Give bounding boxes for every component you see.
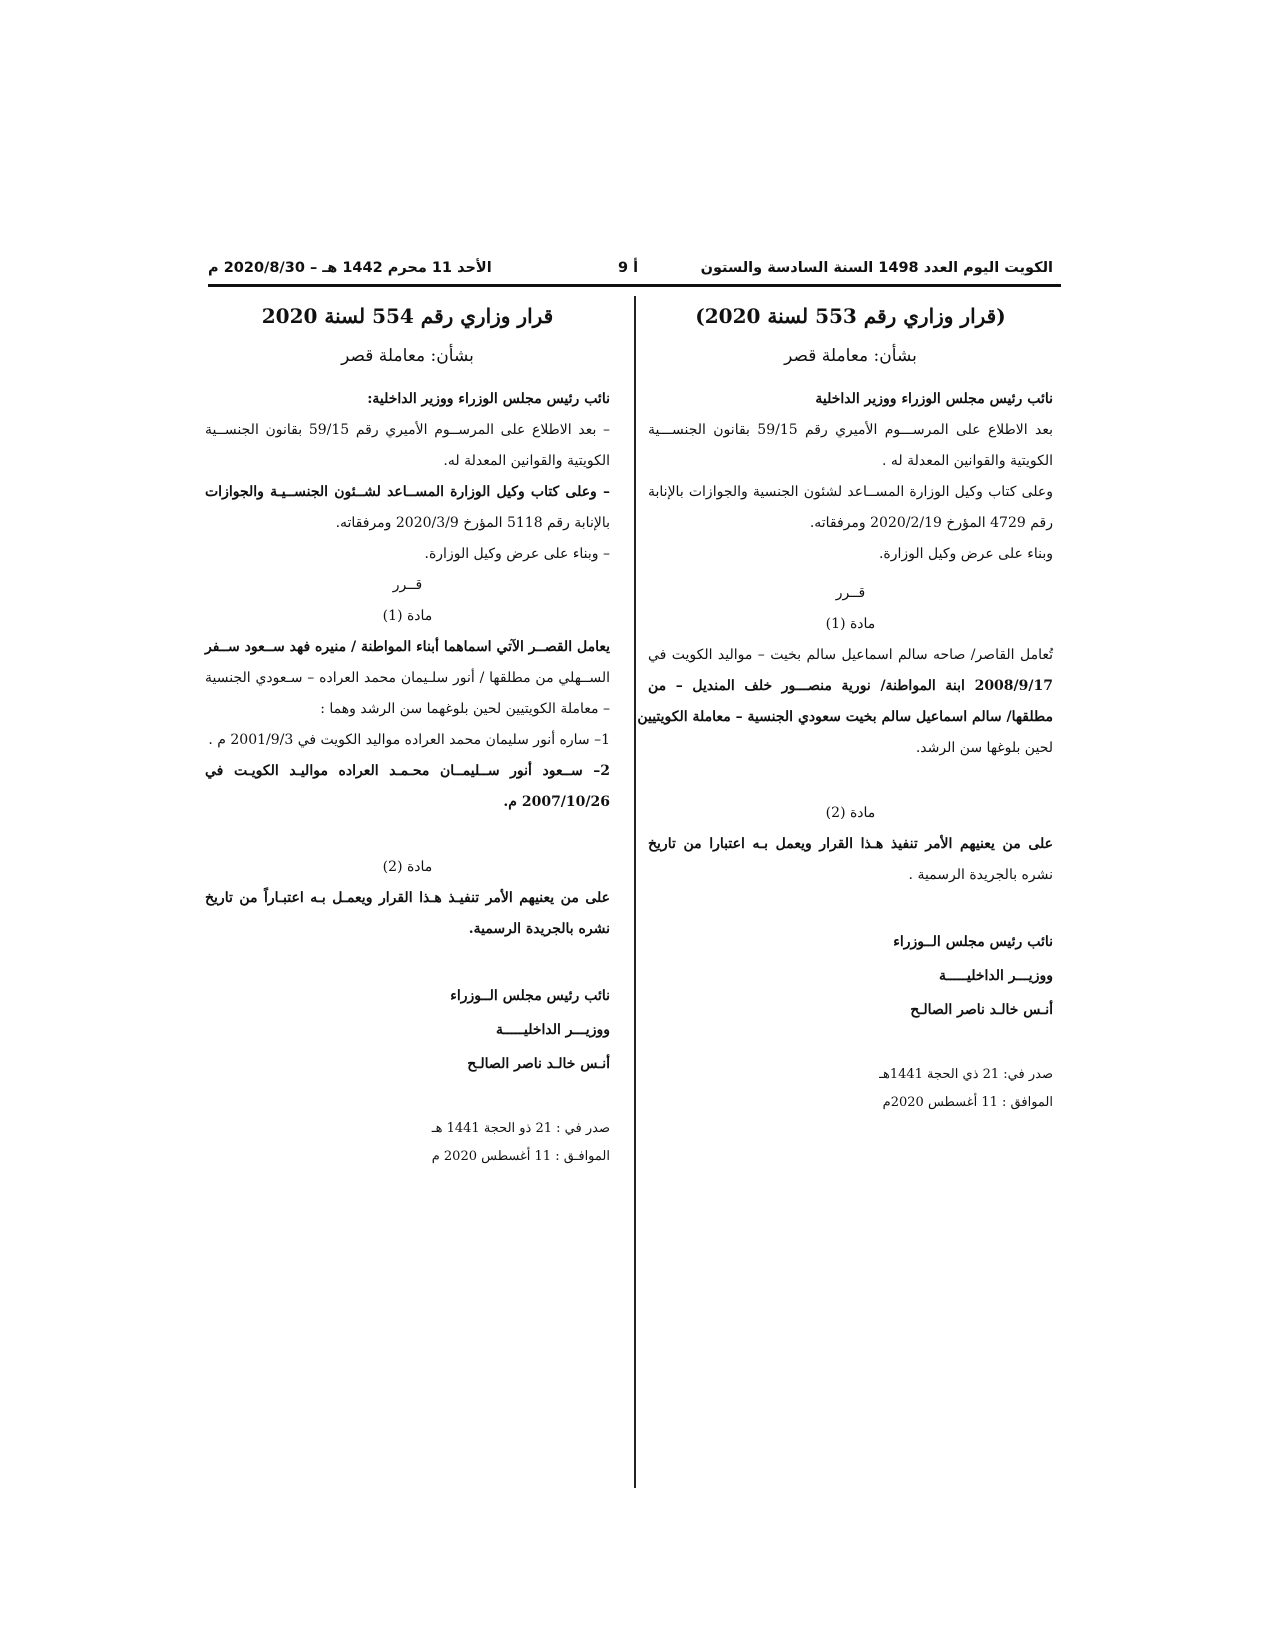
article-1-text: 2007/10/26 م. xyxy=(503,794,610,810)
article-2-text: نشره بالجريدة الرسمية. xyxy=(468,921,610,937)
article-1-text: تُعامل القاصر/ صاحه سالم اسماعيل سالم بخيت – مواليد الكويت في xyxy=(648,647,1053,663)
issue-date-gregorian: الموافـق : 11 أغسطس 2020 م xyxy=(431,1149,610,1164)
article-1-text: 2008/9/17 ابنة المواطنة/ نورية منصـــور خلف المنديل – من xyxy=(648,678,1053,694)
article-2-heading: مادة (2) xyxy=(825,805,876,821)
preamble-line: بعد الاطلاع على المرســـوم الأميري رقم 59/15 بقانون الجنســـية xyxy=(648,422,1054,438)
article-1-text: لحين بلوغها سن الرشد. xyxy=(915,740,1053,756)
header-rule xyxy=(208,284,1061,287)
decided-heading: قــرر xyxy=(835,585,866,601)
preamble-line: – وبناء على عرض وكيل الوزارة. xyxy=(424,546,610,562)
gazette-issue-info: الكويت اليوم العدد 1498 السنة السادسة والستون xyxy=(700,260,1053,276)
article-1-text: 1– ساره أنور سليمان محمد العراده مواليد الكويت في 2001/9/3 م . xyxy=(208,732,610,748)
article-1-text: مطلقها/ سالم اسماعيل سالم بخيت سعودي الجنسية – معاملة الكويتيين xyxy=(637,709,1053,725)
article-1-heading: مادة (1) xyxy=(382,608,433,624)
preamble-line: رقم 4729 المؤرخ 2020/2/19 ومرفقاته. xyxy=(809,515,1053,531)
column-divider xyxy=(634,296,636,1488)
signatory-title: نائب رئيس مجلس الــوزراء xyxy=(450,988,610,1004)
article-1-text: الســهلي من مطلقها / أنور سلـيمان محمد العراده – سـعودي الجنسية xyxy=(205,670,610,686)
preamble-line: – بعد الاطلاع على المرســوم الأميري رقم 59/15 بقانون الجنســية xyxy=(205,422,610,438)
article-1-heading: مادة (1) xyxy=(825,616,876,632)
issue-date: الأحد 11 محرم 1442 هـ – 2020/8/30 م xyxy=(208,260,492,276)
signatory-title: ووزيـــر الداخليـــــة xyxy=(938,968,1053,984)
article-2-text: على من يعنيهم الأمر تنفيـذ هـذا القرار ويعمـل بـه اعتبـاراً من تاريخ xyxy=(205,890,610,906)
article-2-text: على من يعنيهم الأمر تنفيذ هـذا القرار ويعمل بـه اعتبارا من تاريخ xyxy=(648,836,1053,852)
issuer-line: نائب رئيس مجلس الوزراء ووزير الداخلية: xyxy=(367,391,610,407)
decree-title: (قرار وزاري رقم 553 لسنة 2020) xyxy=(695,304,1006,328)
signatory-title: نائب رئيس مجلس الــوزراء xyxy=(893,934,1053,950)
preamble-line: وبناء على عرض وكيل الوزارة. xyxy=(878,546,1053,562)
decided-heading: قــرر xyxy=(392,577,423,593)
preamble-line: بالإنابة رقم 5118 المؤرخ 2020/3/9 ومرفقاته. xyxy=(335,515,610,531)
signatory-name: أنـس خالـد ناصر الصالـح xyxy=(910,1002,1053,1018)
decree-subject: بشأن: معاملة قصر xyxy=(341,346,474,366)
preamble-line: – وعلى كتاب وكيل الوزارة المســاعد لشــئون الجنســيـة والجوازات xyxy=(205,484,610,500)
issuer-line: نائب رئيس مجلس الوزراء ووزير الداخلية xyxy=(815,391,1053,407)
page-number: أ 9 xyxy=(618,260,639,276)
decree-title: قرار وزاري رقم 554 لسنة 2020 xyxy=(261,304,554,328)
article-1-text: يعامل القصــر الآتي اسماهما أبناء المواطنة / منيره فهد ســعود ســفر xyxy=(205,639,610,655)
signatory-title: ووزيـــر الداخليـــــة xyxy=(495,1022,610,1038)
issue-date-hijri: صدر في: 21 ذي الحجة 1441هـ xyxy=(879,1067,1053,1082)
article-1-text: 2– ســعود أنور ســليمــان محـمـد العراده مواليـد الكويـت في xyxy=(205,763,610,779)
decree-553 xyxy=(637,300,1054,1117)
article-1-text: – معاملة الكويتيين لحين بلوغهما سن الرشد وهما : xyxy=(320,701,610,717)
preamble-line: وعلى كتاب وكيل الوزارة المســاعد لشئون الجنسية والجوازات بالإنابة xyxy=(648,484,1053,500)
issue-date-gregorian: الموافق : 11 أغسطس 2020م xyxy=(882,1095,1053,1110)
page-header xyxy=(208,258,1061,284)
article-2-text: نشره بالجريدة الرسمية . xyxy=(908,867,1053,883)
preamble-line: الكويتية والقوانين المعدلة له . xyxy=(881,453,1053,469)
decree-subject: بشأن: معاملة قصر xyxy=(784,346,917,366)
issue-date-hijri: صدر في : 21 ذو الحجة 1441 هـ xyxy=(431,1121,610,1136)
preamble-line: الكويتية والقوانين المعدلة له. xyxy=(443,453,610,469)
signatory-name: أنـس خالـد ناصر الصالـح xyxy=(467,1056,610,1072)
decree-554 xyxy=(205,300,610,1171)
article-2-heading: مادة (2) xyxy=(382,859,433,875)
